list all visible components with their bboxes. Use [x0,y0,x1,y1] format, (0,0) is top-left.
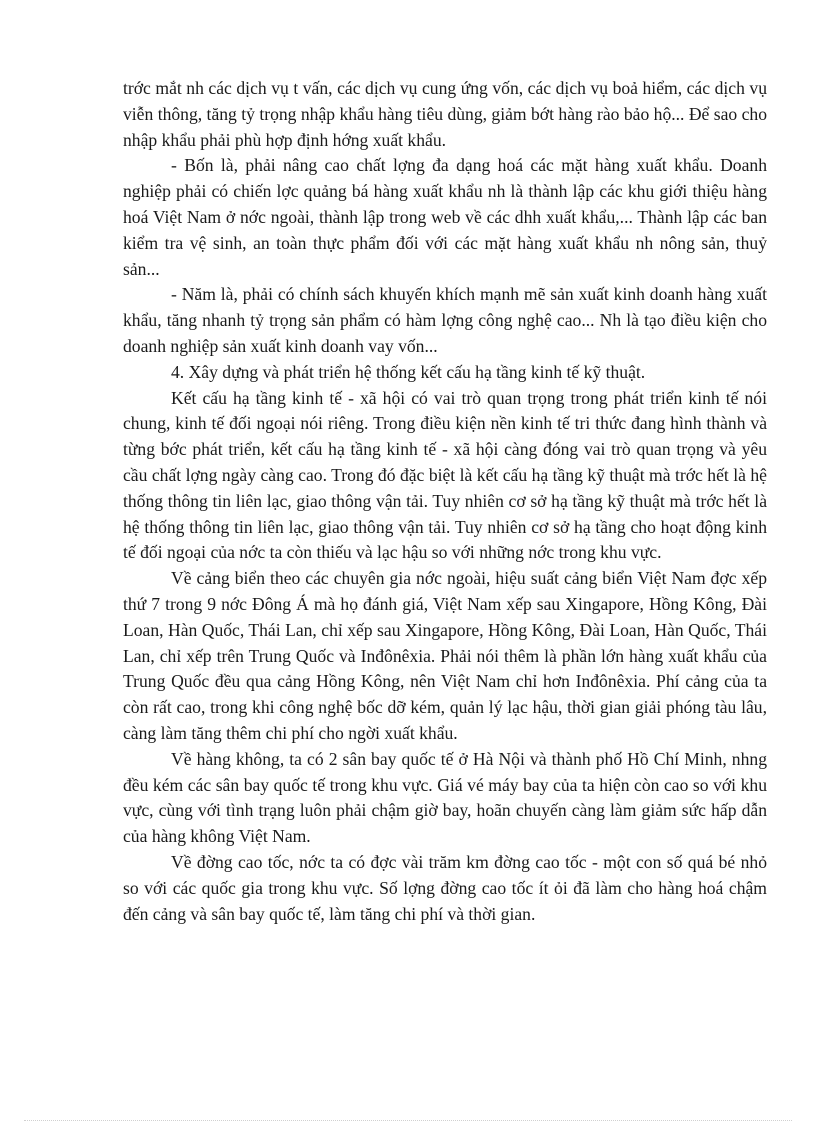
paragraph-seaports: Về cảng biển theo các chuyên gia nớc ngoài, hiệu suất cảng biển Việt Nam đợc xếp thứ 7 trong 9 nớc Đông Á mà họ đánh giá, Việt Nam xếp sau Xingapore, Hồng Kông, Đài Loan, Hàn Quốc, Thái Lan, chỉ xếp sau Xingapore, Hồng Kông, Đài Loan, Hàn Quốc, Thái Lan, chỉ xếp trên Trung Quốc và Inđônêxia. Phải nói thêm là phần lớn hàng xuất khẩu của Trung Quốc đều qua cảng Hồng Kông, nên Việt Nam chỉ hơn Inđônêxia. Phí cảng của ta còn rất cao, trong khi công nghệ bốc dỡ kém, quản lý lạc hậu, thời gian giải phóng tàu lâu, càng làm tăng thêm chi phí cho ngời xuất khẩu. [123,568,767,743]
paragraph-highways: Về đờng cao tốc, nớc ta có đợc vài trăm km đờng cao tốc - một con số quá bé nhỏ so với các quốc gia trong khu vực. Số lợng đờng cao tốc ít ỏi đã làm cho hàng hoá chậm đến cảng và sân bay quốc tế, làm tăng chi phí và thời gian. [123,851,767,924]
paragraph-continuation: trớc mắt nh các dịch vụ t vấn, các dịch vụ cung ứng vốn, các dịch vụ boả hiểm, các dịch vụ viễn thông, tăng tỷ trọng nhập khẩu hàng tiêu dùng, giảm bớt hàng rào bảo hộ... Để sao cho nhập khẩu phải phù hợp định hớng xuất khẩu. [123,78,768,150]
paragraph-point-five: - Năm là, phải có chính sách khuyến khích mạnh mẽ sản xuất kinh doanh hàng xuất khẩu, tăng nhanh tỷ trọng sản phẩm có hàm lợng công nghệ cao... Nh là tạo điều kiện cho doanh nghiệp sản xuất kinh doanh vay vốn... [123,284,767,356]
paragraph-infrastructure: Kết cấu hạ tầng kinh tế - xã hội có vai trò quan trọng trong phát triển kinh tế nói chung, kinh tế đối ngoại nói riêng. Trong điều kiện nền kinh tế tri thức đang hình thành và từng bớc phát triển, kết cấu hạ tầng kinh tế - xã hội càng đóng vai trò quan trọng và yêu cầu chất lợng ngày càng cao. Trong đó đặc biệt là kết cấu hạ tầng kỹ thuật mà trớc hết là hệ thống thông tin liên lạc, giao thông vận tải. Tuy nhiên cơ sở hạ tầng kỹ thuật mà trớc hết là hệ thống thông tin liên lạc, giao thông vận tải. Tuy nhiên cơ sở hạ tầng cho hoạt động kinh tế đối ngoại của nớc ta còn thiếu và lạc hậu so với những nớc trong khu vực. [123,387,767,563]
paragraph-point-four: - Bốn là, phải nâng cao chất lợng đa dạng hoá các mặt hàng xuất khẩu. Doanh nghiệp phải có chiến lợc quảng bá hàng xuất khẩu nh là thành lập các khu giới thiệu hàng hoá Việt Nam ở nớc ngoài, thành lập trong web về các dhh xuất khẩu,... Thành lập các ban kiểm tra vệ sinh, an toàn thực phẩm đối với các mặt hàng xuất khẩu nh nông sản, thuỷ sản... [123,155,767,279]
document-body [123,76,767,927]
page-bottom-divider [24,1120,792,1121]
section-heading-infrastructure: 4. Xây dựng và phát triển hệ thống kết cấu hạ tầng kinh tế kỹ thuật. [171,361,646,382]
paragraph-aviation: Về hàng không, ta có 2 sân bay quốc tế ở Hà Nội và thành phố Hồ Chí Minh, nhng đều kém các sân bay quốc tế trong khu vực. Giá vé máy bay của ta hiện còn cao so với khu vực, cùng với tình trạng luôn phải chậm giờ bay, hoãn chuyến càng làm giảm sức hấp dẫn của hàng không Việt Nam. [123,748,767,847]
